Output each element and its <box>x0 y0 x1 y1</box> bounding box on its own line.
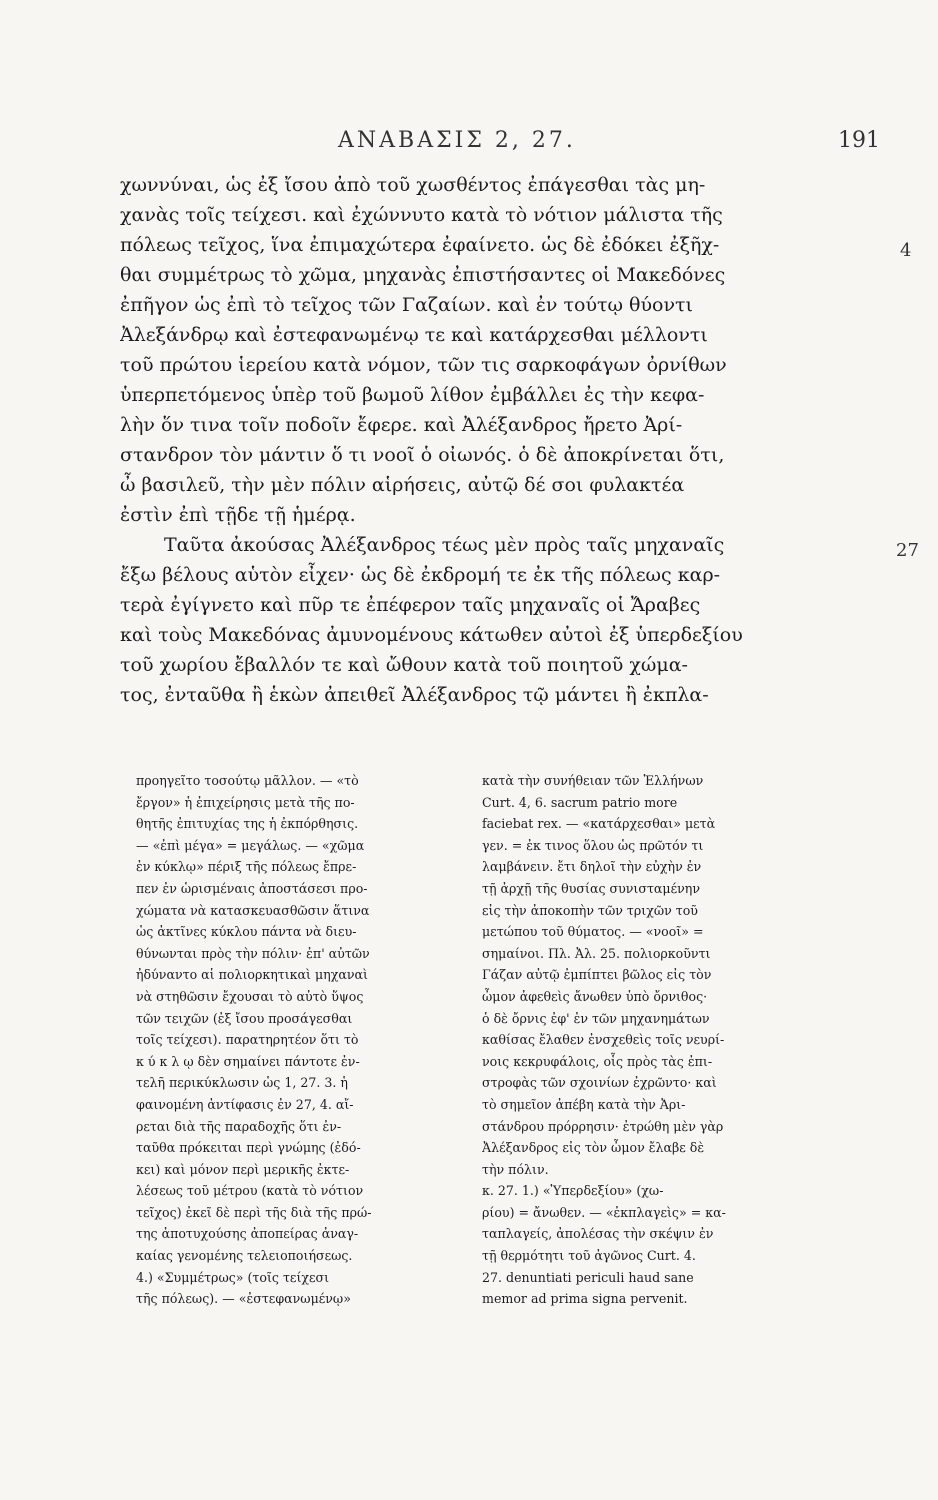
note-line: ὦμον ἀφεθεὶς ἄνωθεν ὑπὸ ὄρνιθος· <box>482 988 708 1004</box>
note-line: 27. denuntiati periculi haud sane <box>482 1269 694 1285</box>
footnotes-left-column <box>136 770 464 1310</box>
text-line: ἐστὶν ἐπὶ τῇδε τῇ ἡμέρᾳ. <box>120 504 356 526</box>
text-line: θαι συμμέτρως τὸ χῶμα, μηχανὰς ἐπιστήσαντες οἱ Μακεδόνες <box>120 264 726 286</box>
note-line: τοῖς τείχεσι). παρατηρητέον ὅτι τὸ <box>136 1032 359 1048</box>
text-line: ὑπερπετόμενος ὑπὲρ τοῦ βωμοῦ λίθον ἐμβάλλει ἐς τὴν κεφα- <box>120 384 705 406</box>
note-line: κατὰ τὴν συνήθειαν τῶν Ἑλλήνων <box>482 773 704 788</box>
note-line: καίας γενομένης τελειοποιήσεως. <box>136 1248 353 1264</box>
note-line: νὰ στηθῶσιν ἔχουσαι τὸ αὐτὸ ὕψος <box>136 988 364 1004</box>
note-line: Ἀλέξανδρος εἰς τὸν ὦμον ἔλαβε δὲ <box>482 1140 705 1156</box>
note-line: ἠδύναντο αἱ πολιορκητικαὶ μηχαναὶ <box>136 967 368 983</box>
note-line: ἔργον» ἡ ἐπιχείρησις μετὰ τῆς πο- <box>136 794 355 810</box>
note-line: Curt. 4, 6. sacrum patrio more <box>482 794 678 810</box>
margin-chapter-number: 27 <box>896 540 919 561</box>
note-line: πεν ἐν ὡρισμέναις ἀποστάσεσι προ- <box>136 880 368 896</box>
note-line: γεν. = ἐκ τινος ὅλου ὡς πρῶτόν τι <box>482 837 704 853</box>
text-line: τοῦ πρώτου ἱερείου κατὰ νόμον, τῶν τις σαρκοφάγων ὀρνίθων <box>120 354 727 376</box>
note-line: χώματα νὰ κατασκευασθῶσιν ἅτινα <box>136 902 370 918</box>
note-line: τελῆ περικύκλωσιν ὡς 1, 27. 3. ἡ <box>136 1075 348 1091</box>
text-line: τος, ἐνταῦθα ἢ ἑκὼν ἀπειθεῖ Ἀλέξανδρος τῷ μάντει ἢ ἐκπλα- <box>120 684 709 706</box>
note-line: Γάζαν αὐτῷ ἐμπίπτει βῶλος εἰς τὸν <box>482 967 712 983</box>
note-line: 4.) «Συμμέτρως» (τοῖς τείχεσι <box>136 1269 330 1285</box>
text-line: Ταῦτα ἀκούσας Ἀλέξανδρος τέως μὲν πρὸς ταῖς μηχαναῖς <box>164 534 725 556</box>
note-line: κ. 27. 1.) «Ὑπερδεξίου» (χω- <box>482 1183 664 1199</box>
text-line: Ἀλεξάνδρῳ καὶ ἐστεφανωμένῳ τε καὶ κατάρχεσθαι μέλλοντι <box>120 324 708 346</box>
note-line: ἐν κύκλῳ» πέριξ τῆς πόλεως ἔπρε- <box>136 859 357 875</box>
note-line: κει) καὶ μόνον περὶ μερικῆς ἐκτε- <box>136 1161 350 1177</box>
note-line: faciebat rex. — «κατάρχεσθαι» μετὰ <box>482 816 716 832</box>
note-line: στροφὰς τῶν σχοινίων ἐχρῶντο· καὶ <box>482 1075 717 1091</box>
note-line: καθίσας ἔλαθεν ἐνσχεθεὶς τοῖς νευρί- <box>482 1032 725 1048</box>
note-line: memor ad prima signa pervenit. <box>482 1291 688 1307</box>
note-line: τεῖχος) ἐκεῖ δὲ περὶ τῆς διὰ τῆς πρώ- <box>136 1204 372 1220</box>
note-line: νοις κεκρυφάλοις, οἷς πρὸς τὰς ἐπι- <box>482 1053 713 1069</box>
page-number: 191 <box>838 128 880 153</box>
margin-section-number: 4 <box>900 240 912 261</box>
paragraph-2 <box>120 530 832 710</box>
note-line: σημαίνοι. Πλ. Ἀλ. 25. πολιορκοῦντι <box>482 945 711 961</box>
note-line: τῆς πόλεως). — «ἐστεφανωμένῳ» <box>136 1291 351 1307</box>
note-line: τῇ ἀρχῇ τῆς θυσίας συνισταμένην <box>482 880 700 896</box>
note-line: ταπλαγείς, ἀπολέσας τὴν σκέψιν ἐν <box>482 1226 714 1242</box>
text-line: τερὰ ἐγίγνετο καὶ πῦρ τε ἐπέφερον ταῖς μηχαναῖς οἱ Ἄραβες <box>120 594 701 616</box>
text-line: πόλεως τεῖχος, ἵνα ἐπιμαχώτερα ἐφαίνετο. ὡς δὲ ἐδόκει ἐξῆχ- <box>120 234 720 256</box>
text-line: ἔξω βέλους αὑτὸν εἶχεν· ὡς δὲ ἐκδρομή τε ἐκ τῆς πόλεως καρ- <box>120 564 721 586</box>
note-line: τῇ θερμότητι τοῦ ἀγῶνος Curt. 4. <box>482 1248 696 1264</box>
note-line: της ἀποτυχούσης ἀποπείρας ἀναγ- <box>136 1226 359 1242</box>
note-line: θύνωνται πρὸς τὴν πόλιν· ἐπ' αὐτῶν <box>136 945 370 961</box>
note-line: τὴν πόλιν. <box>482 1161 549 1177</box>
running-title: ΑΝΑΒΑΣΙΣ 2, 27. <box>338 128 576 153</box>
note-line: ὁ δὲ ὄρνις ἐφ' ἑν τῶν μηχανημάτων <box>482 1010 710 1026</box>
footnotes-right-column <box>482 770 810 1310</box>
note-line: ὡς ἀκτῖνες κύκλου πάντα νὰ διευ- <box>136 924 357 940</box>
note-line: ρίου) = ἄνωθεν. — «ἐκπλαγεὶς» = κα- <box>482 1204 726 1220</box>
note-line: τὸ σημεῖον ἀπέβη κατὰ τὴν Ἀρι- <box>482 1096 686 1112</box>
note-line: κ ύ κ λ ῳ δὲν σημαίνει πάντοτε ἐν- <box>136 1053 360 1069</box>
note-line: — «ἐπὶ μέγα» = μεγάλως. — «χῶμα <box>136 837 365 853</box>
note-line: ρεται διὰ τῆς παραδοχῆς ὅτι ἐν- <box>136 1118 342 1134</box>
note-line: τῶν τειχῶν (ἐξ ἴσου προσάγεσθαι <box>136 1010 353 1026</box>
note-line: στάνδρου πρόρρησιν· ἐτρώθη μὲν γὰρ <box>482 1118 724 1134</box>
main-text <box>120 170 832 710</box>
page-header <box>110 128 880 162</box>
note-line: εἰς τὴν ἀποκοπὴν τῶν τριχῶν τοῦ <box>482 902 698 918</box>
paragraph-1 <box>120 170 832 530</box>
text-line: ἐπῆγον ὡς ἐπὶ τὸ τεῖχος τῶν Γαζαίων. καὶ ἐν τούτῳ θύοντι <box>120 294 693 316</box>
note-line: μετώπου τοῦ θύματος. — «νοοῖ» = <box>482 924 704 940</box>
text-line: λὴν ὅν τινα τοῖν ποδοῖν ἔφερε. καὶ Ἀλέξανδρος ἤρετο Ἀρί- <box>120 414 683 436</box>
text-line: στανδρον τὸν μάντιν ὅ τι νοοῖ ὁ οἰωνός. ὁ δὲ ἀποκρίνεται ὅτι, <box>120 444 725 466</box>
note-line: ταῦθα πρόκειται περὶ γνώμης (ἐδό- <box>136 1140 361 1156</box>
text-line: χωννύναι, ὡς ἐξ ἴσου ἀπὸ τοῦ χωσθέντος ἐπάγεσθαι τὰς μη- <box>120 174 706 196</box>
text-line: καὶ τοὺς Μακεδόνας ἀμυνομένους κάτωθεν αὐτοὶ ἐξ ὑπερδεξίου <box>120 624 743 646</box>
text-line: χανὰς τοῖς τείχεσι. καὶ ἐχώννυτο κατὰ τὸ νότιον μάλιστα τῆς <box>120 204 723 226</box>
text-line: τοῦ χωρίου ἔβαλλόν τε καὶ ὤθουν κατὰ τοῦ ποιητοῦ χώμα- <box>120 654 688 676</box>
note-line: προηγεῖτο τοσούτῳ μᾶλλον. — «τὸ <box>136 773 359 788</box>
note-line: λέσεως τοῦ μέτρου (κατὰ τὸ νότιον <box>136 1183 364 1199</box>
text-line: ὦ βασιλεῦ, τὴν μὲν πόλιν αἱρήσεις, αὐτῷ δέ σοι φυλακτέα <box>120 474 685 496</box>
note-line: λαμβάνειν. ἔτι δηλοῖ τὴν εὐχὴν ἐν <box>482 859 702 875</box>
note-line: φαινομένη ἀντίφασις ἐν 27, 4. αἴ- <box>136 1096 354 1112</box>
note-line: θητῆς ἐπιτυχίας της ἡ ἐκπόρθησις. <box>136 816 359 832</box>
